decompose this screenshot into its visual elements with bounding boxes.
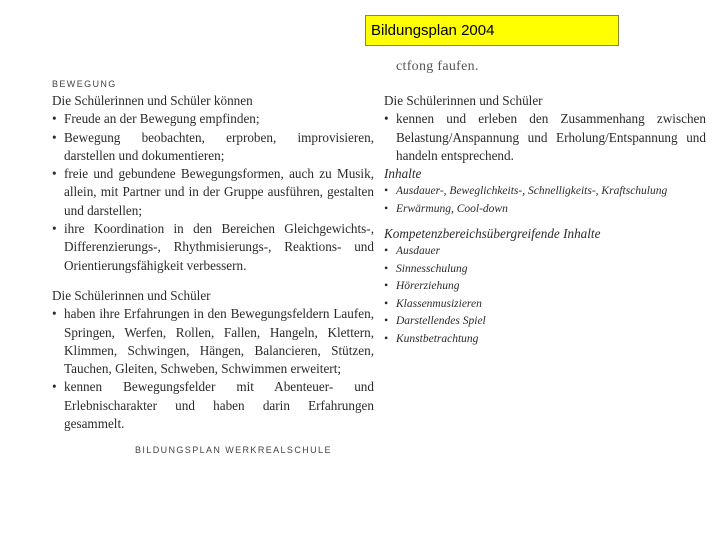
- left-intro-2: Die Schülerinnen und Schüler: [52, 287, 211, 303]
- right-column: [384, 92, 706, 349]
- left-intro-1: Die Schülerinnen und Schüler können: [52, 93, 253, 108]
- right-list: [384, 110, 706, 165]
- cross-area-list: [384, 243, 706, 349]
- contents-heading: Inhalte: [384, 166, 422, 182]
- list-item: • freie und gebundene Bewegungsformen, auch zu Musik, allein, mit Partner und in der Gruppe ausführen, gestalten und darstellen;: [52, 165, 374, 220]
- list-item: • ihre Koordination in den Bereichen Gleichgewichts-, Differenzierungs-, Rhythmisierungs-, Reaktions- und Orientierungsfähigkeit verbessern.: [52, 220, 374, 275]
- slide-title: Bildungsplan 2004: [365, 15, 619, 46]
- list-item: • Ausdauer: [384, 243, 706, 261]
- left-list-2: [52, 305, 374, 433]
- cut-off-line: [396, 54, 496, 74]
- section-label: BEWEGUNG: [52, 79, 117, 89]
- cross-area-heading: Kompetenzbereichsübergreifende Inhalte: [384, 225, 601, 241]
- left-list-1: [52, 110, 374, 275]
- footer-label: BILDUNGSPLAN WERKREALSCHULE: [135, 445, 332, 455]
- contents-list: [384, 183, 706, 218]
- list-item: • kennen und erleben den Zusammenhang zwischen Belastung/Anspannung und Erholung/Entspannung und handeln entsprechend.: [384, 110, 706, 165]
- left-column: [52, 92, 374, 433]
- cut-off-text: ctfong faufen.: [396, 59, 479, 74]
- list-item: • Klassenmusizieren: [384, 296, 706, 314]
- right-intro: Die Schülerinnen und Schüler: [384, 93, 543, 108]
- list-item: • Sinnesschulung: [384, 261, 706, 279]
- list-item: • Ausdauer-, Beweglichkeits-, Schnelligkeits-, Kraftschulung: [384, 183, 706, 201]
- list-item: • haben ihre Erfahrungen in den Bewegungsfeldern Laufen, Springen, Werfen, Rollen, Fallen, Hangeln, Klettern, Klimmen, Schwingen, Hängen, Balancieren, Stützen, Tauchen, Gleiten, Schweben, Schwimmen erweitert;: [52, 305, 374, 378]
- list-item: • Freude an der Bewegung empfinden;: [52, 110, 374, 128]
- list-item: • kennen Bewegungsfelder mit Abenteuer- und Erlebnischarakter und haben darin Erfahrungen gesammelt.: [52, 378, 374, 433]
- list-item: • Bewegung beobachten, erproben, improvisieren, darstellen und dokumentieren;: [52, 129, 374, 166]
- list-item: • Kunstbetrachtung: [384, 331, 706, 349]
- list-item: • Erwärmung, Cool-down: [384, 201, 706, 219]
- list-item: • Darstellendes Spiel: [384, 313, 706, 331]
- list-item: • Hörerziehung: [384, 278, 706, 296]
